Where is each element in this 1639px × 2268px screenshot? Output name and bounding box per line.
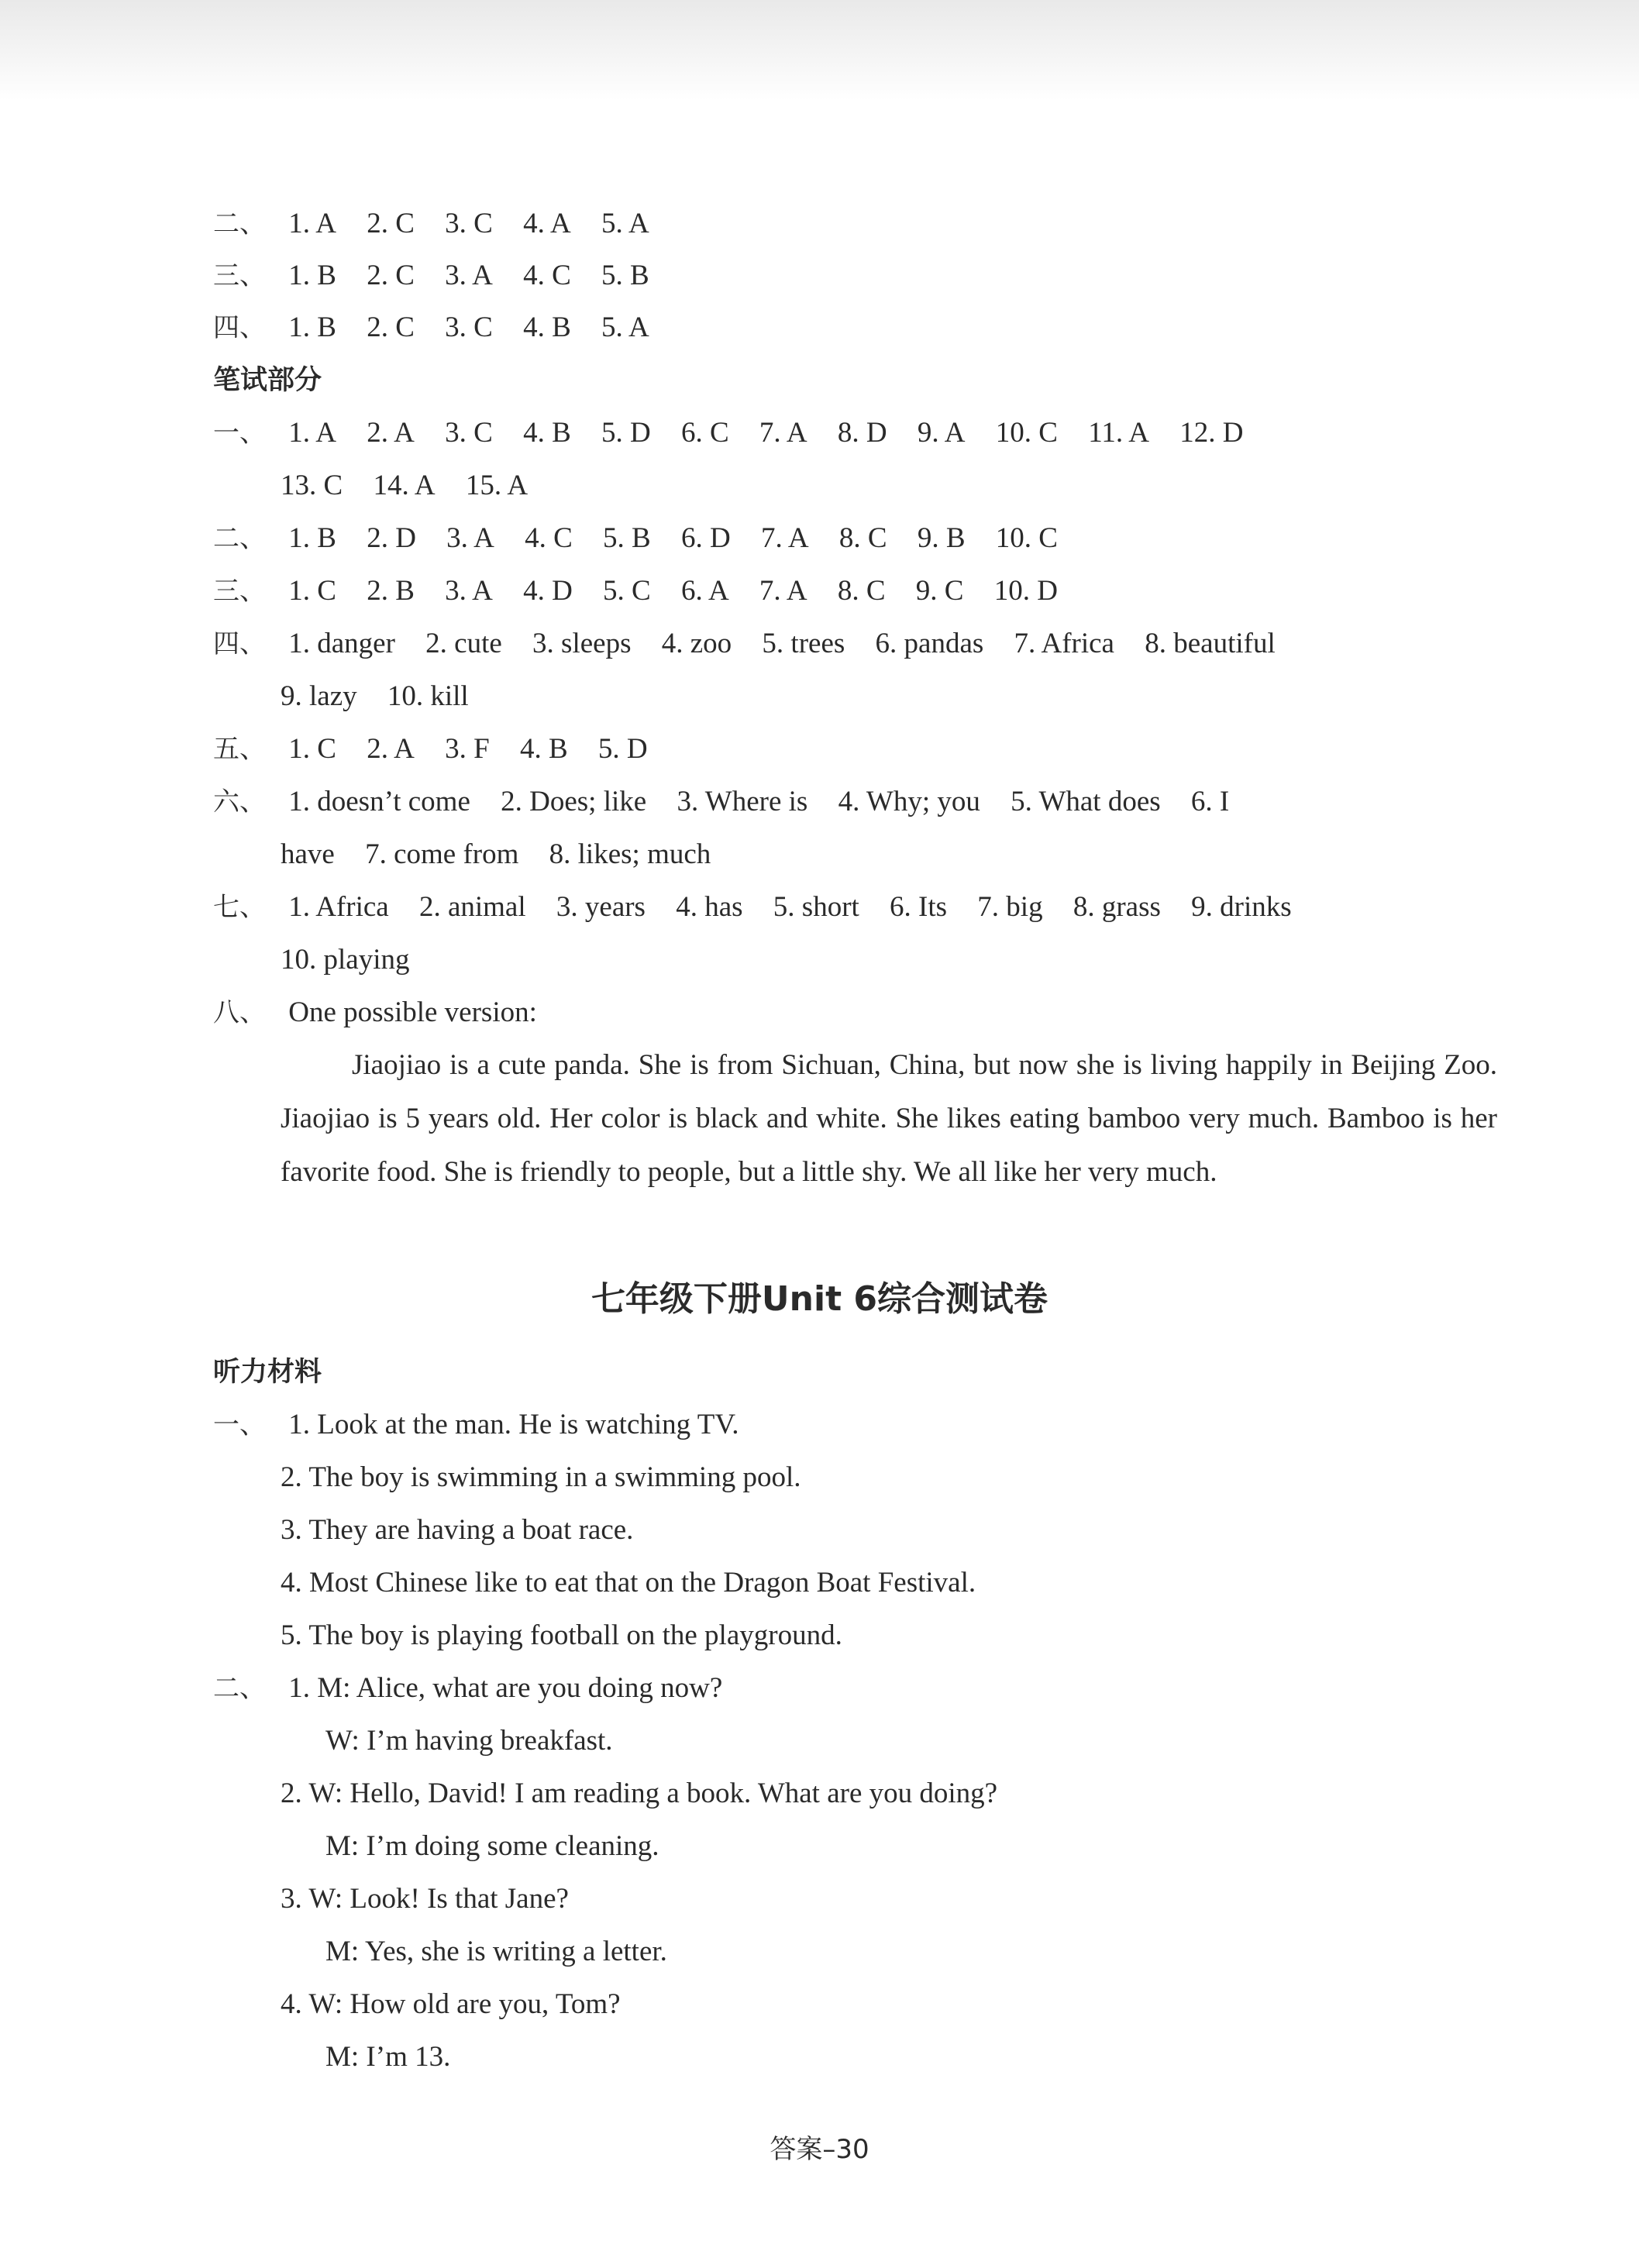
answer-item: 4. has: [676, 891, 743, 923]
answer-row-3: [213, 256, 673, 295]
dialogue-line: M: I’m 13.: [325, 2041, 451, 2073]
answer-item: 7. big: [977, 891, 1043, 923]
essay-intro: One possible version:: [288, 996, 537, 1028]
written-section-heading: 笔试部分: [213, 365, 322, 396]
answer-item: 10. C: [995, 522, 1058, 554]
answer-item: 2. B: [367, 575, 415, 607]
answer-item: 7. A: [759, 417, 807, 449]
written-row-5: [213, 730, 671, 769]
section-label: 二、: [213, 1673, 266, 1704]
section-label: 八、: [213, 997, 266, 1028]
unit-title: 七年级下册Unit 6综合测试卷: [591, 1279, 1048, 1319]
section-label: 五、: [213, 734, 266, 765]
section-label: 四、: [213, 628, 266, 659]
listening-item: 5. The boy is playing football on the playground.: [281, 1619, 842, 1651]
answer-item: 5. D: [601, 417, 651, 449]
answer-item: 14. A: [373, 470, 436, 501]
answer-item: 7. A: [760, 522, 809, 554]
dialogue-line: 4. W: How old are you, Tom?: [281, 1988, 621, 2020]
written-row-2: [213, 519, 1081, 558]
answer-item: 7. A: [759, 575, 807, 607]
answer-item: 5. A: [601, 208, 649, 239]
answer-item: 4. D: [523, 575, 573, 607]
answer-item: 2. cute: [425, 628, 502, 659]
dialogue-line: 3. W: Look! Is that Jane?: [281, 1883, 569, 1915]
answer-item: 10. D: [993, 575, 1058, 607]
answer-item: 9. lazy: [281, 680, 357, 712]
answer-item: 6. Its: [890, 891, 948, 923]
listening-row: [213, 1406, 739, 1444]
answer-item: 3. C: [445, 311, 493, 343]
answer-item: 2. A: [367, 733, 415, 765]
section-label: 一、: [213, 418, 266, 449]
answer-item: 4. C: [523, 260, 571, 291]
answer-item: 6. pandas: [875, 628, 984, 659]
written-row-7: [213, 888, 1315, 927]
answer-item: 4. B: [523, 417, 571, 449]
answer-item: 3. A: [445, 575, 493, 607]
section-label: 一、: [213, 1409, 266, 1440]
answer-item: 10. C: [995, 417, 1058, 449]
answer-item: 1. C: [288, 733, 336, 765]
section-label: 三、: [213, 260, 266, 291]
listening-item: 2. The boy is swimming in a swimming pool.: [281, 1461, 801, 1493]
answer-item: 1. B: [288, 260, 336, 291]
answer-item: 2. C: [367, 260, 415, 291]
answer-item: 5. A: [601, 311, 649, 343]
dialogue-line: 1. M: Alice, what are you doing now?: [288, 1672, 723, 1704]
section-label: 六、: [213, 786, 266, 817]
answer-item: 9. A: [917, 417, 966, 449]
scan-top-shadow: [0, 0, 1639, 101]
answer-item: 4. C: [525, 522, 573, 554]
answer-item: 1. B: [288, 522, 336, 554]
answer-item: 1. B: [288, 311, 336, 343]
answer-item: 9. drinks: [1191, 891, 1292, 923]
answer-item: 4. Why; you: [838, 786, 980, 817]
answer-item: 7. come from: [365, 838, 519, 870]
written-row-6: [213, 783, 1252, 821]
answer-item: 8. C: [837, 575, 886, 607]
answer-item: 5. B: [601, 260, 649, 291]
answer-item: 6. A: [680, 575, 729, 607]
answer-item: 1. C: [288, 575, 336, 607]
dialogue-line: M: Yes, she is writing a letter.: [325, 1936, 667, 1967]
answer-item: 12. D: [1179, 417, 1244, 449]
answer-item: 1. Africa: [288, 891, 389, 923]
answer-item: 3. C: [445, 208, 493, 239]
answer-item: 1. A: [288, 417, 336, 449]
answer-item: 15. A: [465, 470, 529, 501]
section-label: 二、: [213, 523, 266, 554]
listening-item: 4. Most Chinese like to eat that on the Dragon Boat Festival.: [281, 1567, 976, 1599]
answer-item: 11. A: [1088, 417, 1150, 449]
written-row-1-cont: [281, 466, 551, 505]
answer-item: have: [281, 838, 335, 870]
answer-item: 10. playing: [281, 944, 410, 976]
written-row-8: [213, 993, 537, 1032]
answer-item: 4. B: [519, 733, 568, 765]
answer-item: 1. A: [288, 208, 336, 239]
answer-item: 3. years: [556, 891, 646, 923]
answer-item: 7. Africa: [1014, 628, 1114, 659]
listening-row: [213, 1669, 722, 1708]
section-label: 二、: [213, 208, 266, 239]
answer-item: 6. D: [680, 522, 731, 554]
answer-item: 10. kill: [387, 680, 469, 712]
answer-row-2: [213, 205, 673, 243]
dialogue-line: W: I’m having breakfast.: [325, 1725, 613, 1757]
answer-item: 2. C: [367, 208, 415, 239]
answer-item: 4. A: [523, 208, 571, 239]
answer-item: 3. A: [446, 522, 494, 554]
answer-item: 2. A: [367, 417, 415, 449]
sample-essay: Jiaojiao is a cute panda. She is from Sichuan, China, but now she is living happily in Beijing Zoo. Jiaojiao is 5 years old. Her color is black and white. She likes eating bamboo very much. Bamboo is her favorite food. She is friendly to people, but a little shy. We all like her very much.: [281, 1049, 1497, 1188]
answer-item: 5. short: [773, 891, 859, 923]
written-row-4-cont: [281, 677, 492, 716]
answer-item: 3. C: [445, 417, 493, 449]
answer-item: 2. C: [367, 311, 415, 343]
answer-item: 5. B: [603, 522, 651, 554]
answer-row-4: [213, 308, 673, 347]
answer-item: 13. C: [281, 470, 343, 501]
answer-item: 2. animal: [418, 891, 526, 923]
answer-item: 3. sleeps: [532, 628, 632, 659]
answer-item: 8. likes; much: [549, 838, 711, 870]
answer-item: 5. What does: [1011, 786, 1161, 817]
answer-item: 2. Does; like: [501, 786, 647, 817]
answer-item: 8. D: [837, 417, 887, 449]
answer-item: 6. I: [1190, 786, 1230, 817]
answer-item: 8. grass: [1073, 891, 1161, 923]
section-label: 七、: [213, 892, 266, 923]
answer-item: 8. C: [838, 522, 887, 554]
answer-item: 3. F: [445, 733, 490, 765]
written-row-3: [213, 572, 1081, 611]
written-row-6-cont: [281, 835, 734, 874]
answer-item: 9. B: [917, 522, 966, 554]
answer-item: 4. zoo: [661, 628, 732, 659]
page-footer: 答案–30: [770, 2134, 869, 2165]
answer-item: 2. D: [367, 522, 416, 554]
answer-item: 5. trees: [762, 628, 845, 659]
answer-item: 5. D: [597, 733, 648, 765]
answer-item: 6. C: [680, 417, 729, 449]
answer-item: 8. beautiful: [1145, 628, 1276, 659]
answer-item: 1. doesn’t come: [288, 786, 470, 817]
written-row-4: [213, 625, 1299, 663]
answer-item: 5. C: [603, 575, 651, 607]
dialogue-line: 2. W: Hello, David! I am reading a book. What are you doing?: [281, 1778, 998, 1809]
listening-section-heading: 听力材料: [213, 1357, 322, 1388]
answer-item: 4. B: [523, 311, 571, 343]
dialogue-line: M: I’m doing some cleaning.: [325, 1830, 659, 1862]
section-label: 四、: [213, 312, 266, 343]
answer-item: 3. A: [445, 260, 493, 291]
answer-item: 1. danger: [288, 628, 395, 659]
written-row-7-cont: [281, 941, 432, 979]
answer-item: 3. Where is: [677, 786, 808, 817]
answer-item: 9. C: [915, 575, 964, 607]
listening-item: 3. They are having a boat race.: [281, 1514, 634, 1546]
section-label: 三、: [213, 576, 266, 607]
listening-item: 1. Look at the man. He is watching TV.: [288, 1409, 739, 1440]
written-row-1: [213, 414, 1267, 453]
